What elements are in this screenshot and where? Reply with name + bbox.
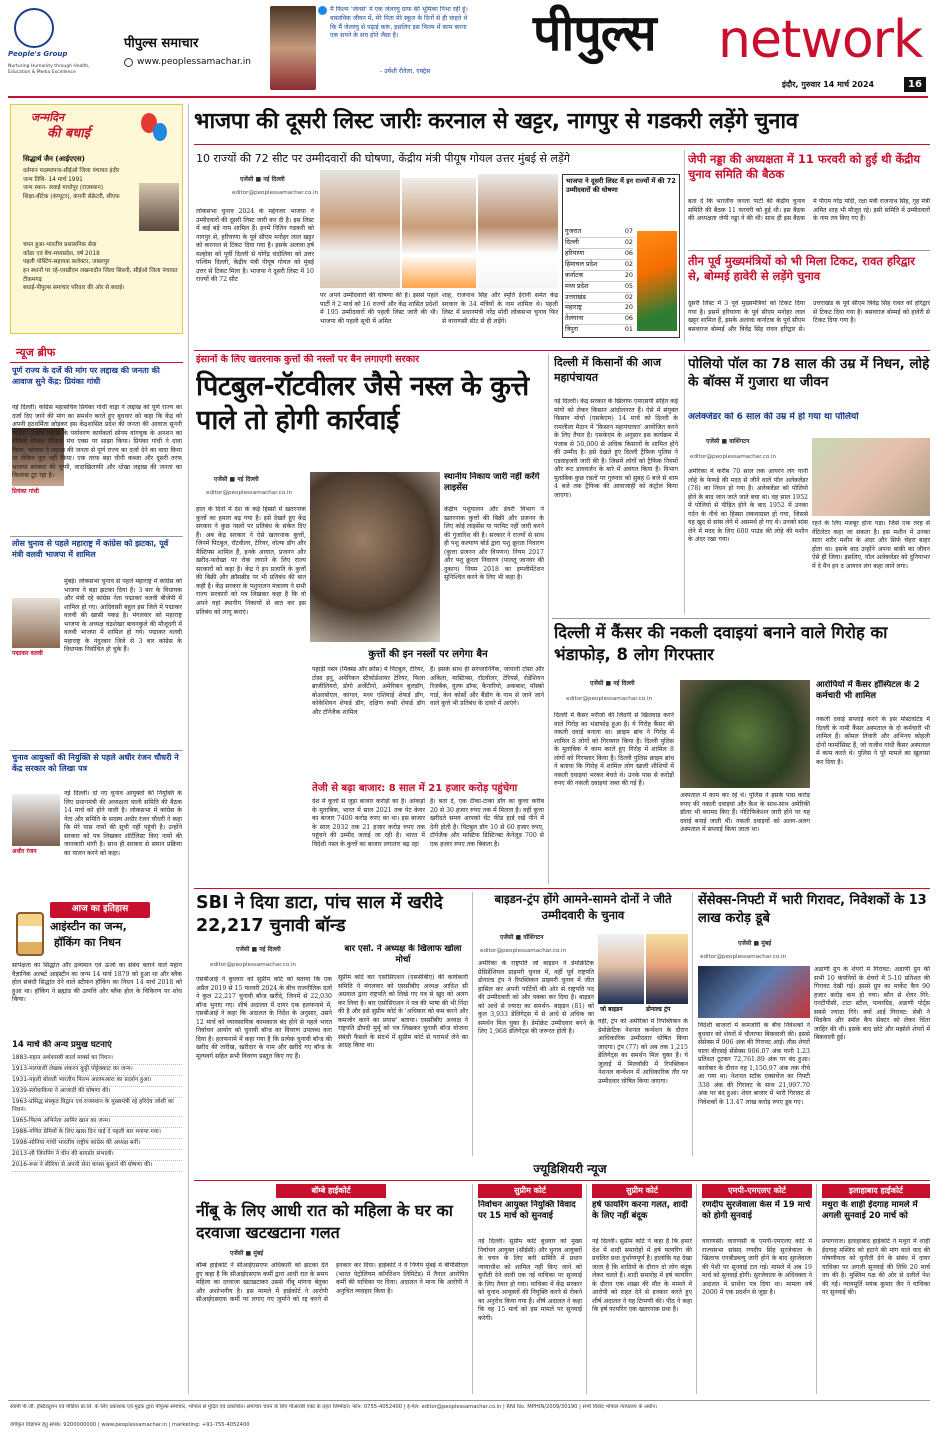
sbi-body: एसबीआई ने बुधवार को सुप्रीम कोर्ट को बताया कि एक अप्रैल 2019 से 15 फरवरी 2024 के बीच राजनीतिक दलों ने कुल 22,217 चुनावी बॉन्ड खरीदे, जिनमें से 22,030 बॉन्ड भुनाए गए। शीर्ष अदालत में दायर एक हलफनामे में, एसबीआई ने कहा कि अदालत के निर्देश के अनुसार, उसने 12 मार्च को व्यावसायिक कामकाज बंद होने से पहले भारत निर्वाचन आयोग को चुनावी बॉन्ड का विवरण उपलब्ध करा दिया है। हलफनामे में कहा गया है कि प्रत्येक चुनावी बॉन्ड की खरीद की तारीख, खरीदार के नाम और खरीदे गए बॉन्ड के मूल्यवर्ग सहित सभी विवरण प्रस्तुत किए गए हैं।: [196, 976, 332, 1060]
birthday-line: पहली पोस्टिंग-सहायक कलेक्टर, जबलपुर: [23, 259, 110, 266]
polio-photo: [812, 438, 930, 516]
rule: [10, 750, 183, 751]
brief-2-headline: लोस चुनाव से पहले महाराष्ट्र में कांग्रेस को झटका, पूर्व मंत्री वलवी भाजपा में शामिल: [12, 539, 169, 559]
column-divider: [684, 150, 685, 342]
biden-byline: एजेंसी ■ वॉशिंगटन: [500, 934, 544, 941]
judiciary-label: ज्यूडिशियरी न्यूज: [533, 1162, 607, 1176]
news-brief-label: न्यूज ब्रीफ: [16, 346, 56, 359]
brief-1-caption: प्रियंका गांधी: [12, 488, 39, 495]
birthday-line: जन्म तिथि- 14 मार्च 1991: [23, 176, 83, 183]
judiciary-5-headline: मथुरा के शाही ईदगाह मामले में अगली सुनवाई 20 मार्च को: [822, 1200, 918, 1222]
dogs-headline: पिटबुल-रॉटवीलर जैसे नस्ल के कुत्ते पाले तो होगी कार्रवाई: [196, 371, 529, 436]
biden-photo: [598, 934, 644, 1004]
birthday-line: बधाई-पीपुल्स समाचार परिवार की ओर से बधाई।: [23, 285, 125, 292]
teaser-photo: [270, 6, 316, 90]
polio-body-2: रहने के लिए मजबूर होना पड़ा। जिसे एक तरह से वेंटिलेटर कहा जा सकता है। इस मशीन में उनका सारा शरीर मशीन के अंदर और सिर्फ चेहरा बाहर होता था। इसके बाद उन्होंने अपना बाकी का जीवन ऐसे ही जिया। इसलिए, पॉल अलेक्जेंडर को दुनियाभर में दे मैन इन द आयरन लंग कहा जाने लगा।: [812, 520, 930, 570]
brief-1-body: नई दिल्ली। कांग्रेस महासचिव प्रियंका गांधी वाड्रा ने लद्दाख को पूर्ण राज्य का दर्जा दिए जाने की मांग का समर्थन करते हुए बुधवार को कहा कि केंद्र को अपनी हठधर्मिता छोड़कर इस केंद्रशासित प्रदेश की जनता की आवाज सुननी चाहिए। उन्होंने लद्दाख के पर्यावरण कार्यकर्ता सोनम वांगचुक के अनशन का वीडियो सोशल मीडिया मंच एक्स पर साझा किया। प्रियंका गांधी ने दावा किया, भाजपा ने लद्दाख की जनता से पूर्ण राज्य का दर्जा देने का वादा किया था लेकिन पूरा नहीं किया। एक तरफ बड़ा चीनी कब्जा और दूसरी तरफ भाजपा सरकार की चुप्पी, वादाखिलाफी और धोखा लद्दाख की जनता का विश्वास टूट रहा है।: [12, 404, 182, 480]
brief-2-body: मुंबई। लोकसभा चुनाव से पहले महाराष्ट्र में कांग्रेस को भाजपा ने बड़ा झटका दिया है। 3 बार के विधायक और मंत्री रहे कांग्रेस नेता पद्माकर वलवी बीजेपी में शामिल हो गए। आदिवासी बहुल इस जिले में पद्माकर वलवी की खासी पकड़ है। मंगलवार को महाराष्ट्र भाजपा के अध्यक्ष चंद्रशेखर बावनकुले की मौजूदगी में वलवी भाजपा में शामिल हो गये। पद्माकर वलवी महाराष्ट्र के नंदुरबार जिले से 3 बार कांग्रेस के विधायक निर्वाचित हो चुके हैं।: [64, 578, 182, 654]
balloon-icon-2: [153, 123, 167, 141]
judiciary-2-headline: निर्वाचन आयुक्त नियुक्ति विवाद पर 15 मार्च को सुनवाई: [478, 1200, 576, 1222]
sbi-email: editor@peoplessamachar.co.in: [210, 962, 297, 968]
cm-body: दूसरी लिस्ट में 3 पूर्व मुख्यमंत्रियों को टिकट दिया गया है। इसमें हरियाणा के पूर्व सीएम मनोहर लाल खट्टर शामिल हैं, इसके अलावा कर्नाटक के पूर्व सीएम बसवराज बोम्मई और त्रिवेंद्र सिंह रावत हरिद्वार से। उत्तराखंड के पूर्व सीएम त्रिवेंद्र सिंह रावत को हरिद्वार से टिकट दिया गया है। बसवराज बोम्मई को हावेरी से टिकट दिया गया है।: [688, 300, 930, 333]
court-tag: सुप्रीम कोर्ट: [478, 1184, 582, 1198]
brief-3-body: नई दिल्ली। दो नए चुनाव आयुक्तों की नियुक्ति के लिए प्रधानमंत्री की अध्यक्षता वाली समिति की बैठक 14 मार्च को होने वाली है। लोकसभा में कांग्रेस के नेता और समिति के सदस्य अधीर रंजन चौधरी ने कहा कि मेरे पास नामों की सूची नहीं पहुंची है। उन्होंने सरकार को पत्र लिखकर शॉर्टलिस्ट किए नामों की जानकारी मांगी है। साथ ही सरकार से समान प्रक्रिया का पालन करने को कहा।: [64, 790, 182, 857]
market-body-2: है। बता दें, एक टीका-टाका डॉग का कुत्ता करीब 20 से 30 हजार रुपए तक में मिलता है। वहीं कुत्ता खरीदते समय आपको चेंट फीड हार्ड रखें पीने में देनी होती है। पिटबुल डॉग 10 से 60 हजार रुपए, टॉर्नजैक और मास्टिफ डिस्टिन्क्ट केनेलूड 700 से एक हजार रुपए तक बिकता है।: [430, 798, 544, 848]
footer-imprint: स्वामी पी.जी. इंस्टिट्यूशन एवं मीडिया प्रा.लि. के लिए प्रकाशक एवं मुद्रक द्वारा पीपुल्स समाचार, भोपाल से मुद्रित एवं प्रकाशित। समाचार चयन के लिए पीआरबी एक्ट के तहत जिम्मेदार। फोन: 0755-4052400 | ई-मेल: editor@peoplessamachar.co.in | RNI No. MPHIN/2009/30190 | सभी विवाद भोपाल न्यायालय के अधीन।: [10, 1404, 658, 1410]
birthday-line: जन्म स्थान- सवाई माधोपुर (राजस्थान): [23, 185, 104, 192]
birthday-name: सिद्धार्थ जैन (आईएएस): [23, 155, 85, 163]
event-item: 1939-स्लोवाकिया ने आजादी की घोषणा की।: [12, 1087, 182, 1098]
state-table: [565, 227, 633, 335]
trump-caption: डोनाल्ड ट्रंप: [646, 1006, 671, 1013]
biden-headline: बाइडन-ट्रंप होंगे आमने-सामने दोनों ने जीते उम्मीदवारी के चुनाव: [494, 892, 672, 922]
column-divider: [472, 892, 473, 1156]
rule: [194, 144, 930, 145]
birthday-details-2: [23, 241, 179, 293]
sensex-body-2: अडाणी ग्रुप के शेयरों में गिरावट: अडाणी ग्रुप की सभी 10 कंपनियों के शेयरों में 5-10 प्रतिशत की गिरावट देखी गई। इससे ग्रुप का मार्केट कैप 90 हजार करोड़ कम हो गया। कौन से शेयर गिरे: एनटीपीसी, टाटा स्टील, पावरग्रिड, अडाणी पोर्ट्स सबसे ज्यादा गिरे। क्यों आई गिरावट: सेबी ने मिडकैप और स्मॉल कैप सेक्टर को लेकर चिंता जाहिर की थी। इसके बाद छोटे और मझोले शेयरों में बिकवाली हुई।: [814, 966, 930, 1042]
cancer-side-headline: आरोपियों में कैंसर हॉस्पिटल के 2 कर्मचारी भी शामिल: [816, 680, 920, 702]
cancer-body-2: अस्पताल में काम कर रहे थे। पुलिस ने इसके पास करोड़ रुपए की नकली दवाइयां और कैश के साथ-साथ अमेरिकी डॉलर भी बरामद किए हैं। नोटिफिकेशन जारी होने पर यह दवाई बनाई जाती थीं। नकली दवाइयों को अलग-अलग अस्पताल में सप्लाई किया जाता था।: [680, 792, 810, 834]
judiciary-5-body: प्रयागराज। इलाहाबाद हाईकोर्ट ने मथुरा में शाही ईदगाह मस्जिद को हटाने की मांग वाले वाद की पोषणीयता को चुनौती देने के संबंध में दायर याचिका पर अगली सुनवाई की तिथि 20 मार्च तय की है। मुस्लिम पक्ष की ओर से दलीलें पेश की गईं। न्यायमूर्ति मयंक कुमार जैन ने याचिका पर सुनवाई की।: [822, 1238, 930, 1297]
dogs-byline: एजेंसी ■ नई दिल्ली: [214, 476, 259, 483]
dogs-sidebar: [444, 472, 544, 642]
farmers-body: नई दिल्ली। केंद्र सरकार के खिलाफ एमएसपी सहित कई मांगों को लेकर किसान आंदोलनरत हैं। ऐसे में संयुक्त किसान मोर्चा (एसकेएम) 14 मार्च को दिल्ली के रामलीला मैदान में 'किसान महापंचायत' आयोजित करने के लिए तैयार है। एसकेएम के अनुसार इस कार्यक्रम में पंजाब से 50,000 से अधिक किसानों के शामिल होने की उम्मीद है। इसे देखते हुए दिल्ली ट्रैफिक पुलिस ने एडवाइजरी जारी की है। जिसमें लोगों को ट्रैफिक नियमों और रूट डायवर्जन के बारे में अवगत किया है। विभाग मुताबिक कुछ रास्तों पर गुरुवार को सुबह 6 बजे से शाम 4 बजे तक ट्रैफिक की आवाजाही को कंट्रोल किया जाएगा।: [554, 398, 678, 500]
cancer-side-body: नकली दवाई सप्लाई करने के इस मोस्टवांटेड में दिल्ली के नामी कैंसर अस्पताल के दो कर्मचारी भी शामिल हैं। कोमल तिवारी और अभिनय कोहली दोनों फार्मासिस्ट हैं, जो राजीव गांधी कैंसर अस्पताल में काम करते थे। पुलिस ने पूरे मामले का खुलासा कर दिया है।: [816, 716, 930, 766]
event-item: 2013-शी जिनपिंग ने चीन की बागडोर संभाली।: [12, 1150, 182, 1161]
rule: [194, 1180, 930, 1181]
sensex-photo: [698, 966, 810, 1018]
table-row: तेलंगाना 06: [565, 314, 633, 325]
column-divider: [684, 354, 685, 614]
footer-rule: [8, 1400, 930, 1401]
biden-body-2: वहीं, ट्रंप को अमेरिका में रिपब्लिकन के डेमोक्रेटिक नेशनल कन्वेंशन के दौरान आधिकारिक उम्मीदवार घोषित किया जाएगा। ट्रंप (77) को अब तक 1,215 डेलिगेट्स का समर्थन मिल चुका है। ये जुलाई में मिलवॉकी में रिपब्लिकन नेशनल कन्वेंशन में आधिकारिक तौर पर उम्मीदवार घोषित किया जाएगा।: [598, 1018, 688, 1085]
table-row: उत्तराखंड 02: [565, 293, 633, 304]
sbi-side-headline: बार एसो. ने अध्यक्ष के खिलाफ खोला मोर्चा: [344, 944, 462, 966]
breeds-body-1: पहाड़ी नस्ल (मिक्स्ड और क्रॉस) में पिटबुल, टेरियर, टोसा इनु, अमेरिकन स्टैफोर्डशायर टेरियर, फिला ब्राजीलियरो, डोगो अर्जेंटीनो, अमेरिकन बुलडॉग, बोअरबोएल, कांगल, मध्य एशियाई शेफर्ड डॉग, कोकेशियन शेफर्ड डॉग, दक्षिण रूसी शेफर्ड डॉग और टॉर्नजैक शामिल: [312, 666, 425, 716]
history-label: आज का इतिहास: [50, 902, 150, 918]
column-divider: [816, 1184, 817, 1394]
lead-body-2: पर अपने उम्मीदवारों की घोषणा की है। इससे पहले पार्टी ने 2 मार्च को 16 राज्यों और केंद्र शासित प्रदेशों में 195 उम्मीदवारों की पहली लिस्ट जारी की थी। भाजपा की पहली सूची में अमित: [320, 292, 438, 325]
table-row: हरियाणा 06: [565, 249, 633, 260]
court-tag: इलाहाबाद हाईकोर्ट: [822, 1184, 930, 1198]
nadda-body: बता दें कि भारतीय जनता पार्टी की केंद्रीय चुनाव समिति की बैठक 11 फरवरी को हुई थी। इस बैठक की अध्यक्षता जेपी नड्डा ने की थी। साथ ही इस बैठक में पीएम नरेंद्र मोदी, रक्षा मंत्री राजनाथ सिंह, गृह मंत्री अमित शाह भी मौजूद रहे। इसी समिति में उम्मीदवारों के नाम तय किए गए हैं।: [688, 198, 930, 223]
events-headline: 14 मार्च की अन्य प्रमुख घटनाएं: [12, 1040, 112, 1050]
birthday-line: इन स्थानों पर रहे-एसडीएम लखनादौन जिला सिवनी, सीईओ जिला पंचायत टीकमगढ़: [23, 268, 178, 283]
biden-caption: जो बाइडन: [600, 1006, 623, 1013]
event-item: 1883-महान अर्थशास्त्री कार्ल मार्क्स का निधन।: [12, 1054, 182, 1065]
cancer-photo: [680, 680, 810, 788]
court-tag: एमपी-एमएलए कोर्ट: [702, 1184, 812, 1198]
column-divider: [472, 1184, 473, 1394]
lead-body-3: शाह, राजनाथ सिंह और स्मृति ईरानी समेत केंद्र सरकार के 34 मंत्रियों के नाम शामिल थे। पहली लिस्ट में प्रधानमंत्री नरेंद्र मोदी लोकसभा चुनाव फिर से वाराणसी सीट से ही लड़ेंगे।: [442, 292, 558, 325]
history-body: सापेक्षता का सिद्धांत और द्रव्यमान एवं ऊर्जा का संबंध बताने वाले महान वैज्ञानिक अल्बर्ट आइंस्टीन का जन्म 14 मार्च 1879 को हुआ था और ब्लैक होल संबंधी सिद्धांत देने वाले स्टीफन हॉकिंग का निधन 14 मार्च 2018 को हुआ था। हॉकिंग ने ब्रह्मांड की उत्पत्ति और ब्लैक होल के विकिरण पर शोध किया।: [12, 962, 182, 1004]
column-divider: [548, 354, 549, 884]
breeds-body-2: हैं। इसके साथ ही सरप्लानिनैक, जापानी टोसा और अकिता, मास्टिफ्स, रॉटवीलर, टेरियर्स, रोडेशियन रिजबैक, वुल्फ डॉग्स, कैनारियो, अकबाश, मॉस्को गार्ड, केन कोर्सो और बैंडॉग के नाम से जाने जाने वाले कुत्ते भी प्रतिबंध के दायरे में आएंगे।: [430, 666, 544, 708]
judiciary-3-headline: हर्ष फायरिंग करना गलत, शादी के लिए नहीं बंदूक: [592, 1200, 688, 1222]
sbi-byline: एजेंसी ■ नई दिल्ली: [236, 946, 281, 953]
event-item: 2016-रूस ने सीरिया से अपनी सेना वापस बुलाने की घोषणा की।: [12, 1161, 182, 1172]
sensex-headline: सेंसेक्स-निफ्टी में भारी गिरावट, निवेशकों के 13 लाख करोड़ डूबे: [698, 893, 927, 926]
column-divider: [696, 1184, 697, 1394]
brief-1-headline: पूर्ण राज्य के दर्जे की मांग पर लद्दाख की जनता की आवाज सुने केंद्र: प्रियंका गांधी: [12, 366, 160, 386]
lead-photo-gadkari: [478, 174, 558, 288]
lead-headline: भाजपा की दूसरी लिस्ट जारीः करनाल से खट्टर, नागपुर से गडकरी लड़ेंगे चुनाव: [194, 109, 798, 134]
judiciary-1-body: बॉम्बे हाईकोर्ट ने सीआईएसएफ अधिकारी को झटका देते हुए कहा है कि सीआईएसएफ कर्मी द्वारा आधी रात के समय महिला का दरवाजा खटखटाकर उससे नींबू मांगना बेतुका और अशोभनीय है। इस मामले में हाईकोर्ट ने आरोपी सीआईएसएफ कर्मी पर लगाए गए जुर्माने को रद्द करने से इनकार कर दिया। हाईकोर्ट ने ये निर्णय मुंबई में बीपीसीएल (भारत पेट्रोलियम कॉर्पोरेशन लिमिटेड) में तैनात आरोपित कर्मी की याचिका पर दिया। अदालत ने माना कि आरोपी ने अनुचित व्यवहार किया है।: [196, 1262, 468, 1304]
judiciary-3-body: नई दिल्ली। सुप्रीम कोर्ट ने कहा है कि हमारे देश में शादी समारोहों में हर्ष फायरिंग की प्रचलित प्रथा दुर्भाग्यपूर्ण है। हालांकि यह देखा जाता है कि शादियों के दौरान दो लोग बंदूक लेकर चलते हैं। शादी समारोह में हर्ष फायरिंग के दौरान एक शख्स की मौत के मामले में आरोपी को राहत देने से इनकार करते हुए शीर्ष अदालत ने यह टिप्पणी की। पीठ ने कहा कि हर्ष फायरिंग एक खतरनाक प्रथा है।: [592, 1238, 692, 1314]
events-list: [12, 1054, 182, 1172]
judiciary-2-body: नई दिल्ली। सुप्रीम कोर्ट बुधवार को मुख्य निर्वाचन आयुक्त (सीईसी) और चुनाव आयुक्तों के चयन के लिए बनी समिति में प्रधान न्यायाधीश को शामिल नहीं किए जाने को चुनौती देने वाली एक नई याचिका पर सुनवाई के लिए तैयार हो गया। याचिका में केंद्र सरकार को चुनाव आयुक्तों की नियुक्ति करने से रोकने का अनुरोध किया गया है। शीर्ष अदालत ने कहा कि वह 15 मार्च को इस मामले पर सुनवाई करेगी।: [478, 1238, 582, 1322]
court-tag: सुप्रीम कोर्ट: [592, 1184, 692, 1198]
dogs-body: हाल के दिनों में देश के कई हिस्सों में खतरनाक कुत्तों का हमला बढ़ गया है। इसे देखते हुए केंद्र सरकार ने कुछ नस्लों पर प्रतिबंध के संकेत दिए हैं। अब केंद्र सरकार ने ऐसे खतरनाक कुत्तों, जिनमें पिटबुल, रॉटवीलर, टेरियर, वोल्फ डॉग और मैस्टिफ्स शामिल हैं, इनके आयात, प्रजनन और खरीद-फरोख्त पर रोक लगाने के लिए राज्य सरकारों को कहा है। केंद्र ने इन प्रजाति के कुत्तों की बिक्री और क्रॉसब्रीड पर भी प्रतिबंध की बात कही है। केंद्र सरकार के पशुपालन मंत्रालय ने सभी राज्य सरकारों को पत्र लिखकर कहा है कि वो अपने यहां स्थानीय निकायों से बात कर इस प्रतिबंध को लागू कराएं।: [196, 506, 306, 616]
dogs-email: editor@peoplessamachar.co.in: [206, 490, 293, 496]
masthead-rule: [8, 96, 928, 98]
rule: [194, 888, 930, 889]
birthday-photo: [139, 183, 179, 231]
rule: [194, 350, 930, 351]
event-item: 1965-फिल्म अभिनेता आमिर खान का जन्म।: [12, 1117, 182, 1128]
dogs-kicker: इंसानों के लिए खतरनाक कुत्तों की नस्लों पर बैन लगाएगी सरकार: [196, 354, 420, 365]
brief-2-photo: [12, 598, 60, 648]
history-headline-2: हॉकिंग का निधन: [54, 936, 121, 949]
state-table-box: [562, 174, 680, 338]
dogs-sidebar-headline: स्थानीय निकाय जारी नहीं करेंगे लाइसेंस: [444, 472, 540, 494]
peoples-group-logo: [14, 8, 54, 48]
farmers-headline: दिल्ली में किसानों की आज महापंचायत: [554, 356, 662, 384]
footer-classifieds: वर्गीकृत विज्ञापन हेतु संपर्क: 9200000000 | www.peoplessamachar.in | marketing: +91-755-4052400: [10, 1422, 250, 1428]
table-row: गुजरात 07: [565, 227, 633, 238]
birthday-line: कॉडर एवं बैच-मध्यप्रदेश, वर्ष 2018: [23, 250, 100, 257]
polio-body: अमेरिका में करीब 70 साल तक आयरन लंग यानी लोहे के फेफड़े की मदद से जीने वाले पॉल अलेक्जेंडर (78) का निधन हो गया है। अलेक्जेंडर को पोलियो होने के बाद जान जाते जाते बचा था। वह साल 1952 में पोलियो से पीड़ित होने के बाद 1952 में उनका गर्दन के नीचे का हिस्सा लकवाग्रस्त हो गया, जिससे वह खुद से सांस लेने में असमर्थ हो गए थे। उनको सांस लेने में मदद के लिए 600 पाउंड की लोहे की मशीन के अंदर रखा गया।: [688, 468, 808, 544]
rule: [10, 362, 183, 363]
judiciary-4-body: वाराणसी। वाराणसी के एमपी-एमएलए कोर्ट में राज्यसभा सांसद रणदीप सिंह सुरजेवाला के खिलाफ एनबीडब्ल्यू जारी होने के बाद सुरजेवाला की पेशी पर सुनवाई टल गई। मामले में अब 19 मार्च को सुनवाई होगी। सुरजेवाला के अधिवक्ता ने अदालत में प्रार्थना पत्र दिया था। मामला वर्ष 2000 में एक प्रदर्शन से जुड़ा है।: [702, 1238, 812, 1297]
peoples-group-name: People's Group: [8, 50, 68, 58]
sbi-headline: SBI ने दिया डाटा, पांच साल में खरीदे 22,217 चुनावी बॉन्ड: [196, 893, 443, 936]
lead-email: editor@peoplessamachar.co.in: [232, 190, 319, 196]
history-headline-1: आइंस्टीन का जन्म,: [50, 920, 127, 933]
event-item: 1931-पहली बोलती भारतीय फिल्म आलमआरा का प्रदर्शन हुआ।: [12, 1076, 182, 1087]
judiciary-4-headline: रणदीप सुरजेवाला केस में 19 मार्च को होगी सुनवाई: [702, 1200, 811, 1222]
network-logo-en: network: [718, 10, 923, 70]
market-body-1: देश में कुत्तों से जुड़ा बाजार करोड़ों का है। आंकड़ों के मुताबिक, भारत में साल 2021 तक पेट केयर का बाजार 7400 करोड़ रुपए का था। इस बाजार के साल 2032 तक 21 हजार करोड़ रुपए तक पहुंचने की उम्मीद जताई जा रही है। भारत में विदेशी नस्ल के कुत्तों का बाजार लगातार बढ़ रहा: [312, 798, 425, 848]
judiciary-1-headline: नींबू के लिए आधी रात को महिला के घर का दरवाजा खटखटाना गलत: [196, 1201, 453, 1242]
table-row: त्रिपुरा 01: [565, 325, 633, 334]
birthday-details: [23, 167, 137, 202]
event-item: 1998-सोनिया गांधी भारतीय राष्ट्रीय कांग्रेस की अध्यक्ष बनीं।: [12, 1139, 182, 1150]
sensex-body: विदेशी बाजारों में कमजोरी के बीच निवेशकों ने बुधवार को शेयरों में चौतरफा बिकवाली की। इससे सेंसेक्स में 906 अंक की गिरावट आई। तीस शेयरों वाला बीएसई सेंसेक्स 906.07 अंक यानी 1.23 प्रतिशत टूटकर 72,761.89 अंक पर बंद हुआ। कारोबार के दौरान यह 1,150.97 अंक तक नीचे आ गया था। नेशनल स्टॉक एक्सचेंज का निफ्टी 338 अंक की गिरावट के साथ 21,997.70 अंक पर बंद हुआ। शेयर बाजार में भारी गिरावट से निवेशकों के 13.47 लाख करोड़ रुपए डूब गए।: [698, 1022, 810, 1106]
lead-photo-goyal: [402, 178, 476, 288]
table-row: कर्नाटक 20: [565, 271, 633, 282]
hourglass-icon: [16, 912, 44, 956]
event-item: 1988-गणित प्रेमियों के लिए खास दिन पाई दे पहली बार मनाया गया।: [12, 1128, 182, 1139]
nadda-headline: जेपी नड्डा की अध्यक्षता में 11 फरवरी को हुई थी केंद्रीय चुनाव समिति की बैठक: [688, 152, 921, 182]
birthday-title-2: की बधाई: [47, 126, 91, 141]
teaser-quote: मैं फिल्म 'जेलर्स' में एक जेलरघु ग्राफ की भूमिका निभा रही हूं। वास्तविक जीवन में, मेरे पिता मेरे स्कूल के दिनों से ही चाहते थे कि मैं जेलरघु से पढ़ाई करूं, इसलिए इस फिल्म में काम करना एक सपने के सच होने जैसा है।: [330, 6, 468, 40]
rule: [10, 536, 183, 537]
network-logo-hindi: पीपुल्स: [533, 4, 656, 62]
masthead: [0, 0, 945, 100]
birthday-line: चयन हुआ-भारतीय प्रशासनिक सेवा: [23, 242, 97, 248]
polio-headline: पोलियो पॉल का 78 साल की उम्र में निधन, लोहे के बॉक्स में गुजारा था जीवन: [688, 356, 930, 390]
samachar-brand: पीपुल्स समाचार: [124, 36, 199, 51]
breeds-title: कुत्तों की इन नस्लों पर लगेगा बैन: [368, 649, 488, 660]
brief-3-headline: चुनाव आयुक्तों की नियुक्ति से पहले अधीर रंजन चौधरी ने केंद्र सरकार को लिखा पत्र: [12, 753, 179, 773]
page-number: 16: [904, 77, 926, 92]
polio-email: editor@peoplessamachar.co.in: [690, 454, 777, 460]
state-table-title: भाजपा ने दूसरी लिस्ट में इन राज्यों में की 72 उम्मीदवारों की घोषणा: [566, 177, 676, 195]
market-headline: तेजी से बढ़ा बाजार: 8 साल में 21 हजार करोड़ पहुंचेगा: [312, 783, 518, 794]
lead-photo-khattar: [320, 170, 400, 288]
history-box: [10, 902, 183, 1394]
bjp-flag-image: [637, 231, 677, 331]
dateline: इंदौर, गुरुवार 14 मार्च 2024: [782, 80, 875, 89]
globe-icon: [124, 58, 133, 67]
dogs-photo: [310, 472, 440, 642]
cancer-body: दिल्ली में कैंसर मरीजों की जिंदगी से खिलवाड़ करने वाले गिरोह का भंडाफोड़ हुआ है। ये गिरोह कैंसर की नकली दवाई बनाता था। क्राइम ब्रांच ने गिरोह में शामिल 8 लोगों को गिरफ्तार किया है। दिल्ली पुलिस के मुताबिक ये काम करते हुए गिरोह में शामिल 8 लोगों को गिरफ्तार किया है। दिल्ली पुलिस क्राइम ब्रांच ने बताया कि गिरोह में शामिल लोग खाली शीशियों में नकली दवाइयां भरकर बेचते थे। उनके पास से करोड़ों रुपए की नकली दवाइयां जब्त की गई हैं।: [554, 712, 674, 788]
teaser-quote-icon: [318, 6, 327, 15]
brief-2-caption: पद्माकर वलवी: [12, 650, 43, 657]
cancer-byline: एजेंसी ■ नई दिल्ली: [590, 680, 635, 687]
birthday-line: शिक्षा-बीटेक (कंप्यूटर), कंपनी सेक्रेटरी, सीएफ: [23, 194, 120, 201]
polio-byline: एजेंसी ■ वाशिंगटन: [706, 438, 750, 445]
website-link[interactable]: www.peoplessamachar.in: [137, 57, 251, 67]
dogs-sidebar-body: केंद्रीय पशुपालन और डेयरी विभाग ने खतरनाक कुत्तों की बिक्री और प्रजनन के लिए कोई लाइसेंस या परमिट नहीं जारी करने की गुजारिश की है। सरकार ने राज्यों से साथ ही पशु कल्याण बोर्ड द्वारा पशु क्रूरता निवारण (कुत्ता प्रजनन और विपणन) नियम 2017 और पशु क्रूरता निवारण (पालतू जानवर की दुकान) नियम 2018 का इम्प्लीमेंटेशन सुनिश्चित करने के लिए भी कहा है।: [444, 506, 544, 582]
event-item: 1963-प्रसिद्ध संस्कृत विद्वान एवं राजस्थान के मुख्यमंत्री रहे हरिदेव जोशी का निधन।: [12, 1098, 182, 1117]
birthday-box: [10, 104, 183, 334]
birthday-line: वर्तमान पदस्थापना-सीईओ जिला पंचायत इंदौर: [23, 168, 120, 174]
peoples-group-tagline: Nurturing Humanity through Health, Education & Media Excellence: [8, 64, 90, 75]
lead-body-1: लोकसभा चुनाव 2024 के मद्देनजर भाजपा ने उम्मीदवारों की दूसरी लिस्ट जारी कर दी है। इस लिस्ट में कई बड़े नाम शामिल हैं। इनमें नितिन गडकरी को नागपुर से, हरियाणा के पूर्व सीएम मनोहर लाल खट्टर को करनाल से टिकट दिया गया है। इसके अलावा हर्ष मल्होत्रा को पूर्वी दिल्ली से योगेंद्र चंदोलिया को उत्तर पश्चिम दिल्ली, केंद्रीय मंत्री पीयूष गोयल को मुंबई उत्तर से टिकट मिला है। भाजपा ने दूसरी लिस्ट में 10 राज्यों की 72 सीट: [196, 208, 314, 284]
news-brief: [10, 342, 183, 892]
cancer-headline: दिल्ली में कैंसर की नकली दवाइयां बनाने वाले गिरोह का भंडाफोड़, 8 लोग गिरफ्तार: [554, 623, 888, 664]
rule: [688, 250, 930, 251]
table-row: हिमाचल प्रदेश 02: [565, 260, 633, 271]
table-row: महाराष्ट्र 20: [565, 303, 633, 314]
brief-2-body-cont: [12, 662, 182, 664]
trump-photo: [646, 934, 688, 1004]
biden-body: अमेरिका के राष्ट्रपति जो बाइडन ने डेमोक्रेटिक प्रेसिडेंशियल प्राइमरी चुनाव में, वहीं पूर्व राष्ट्रपति डोनाल्ड ट्रंप ने रिपब्लिकन प्राइमरी चुनाव में जीत हासिल कर अपनी पार्टियों की ओर से राष्ट्रपति पद की उम्मीदवारी को और पक्का कर दिया है। बाइडन को आधे से ज्यादा का समर्थन- बाइडन (81) को कुल 3,933 डेलिगेट्स में से आधे से अधिक का समर्थन मिल चुका है। डेमोक्रेट उम्मीदवार बनने के लिए 1,968 डेलिगेट्स की जरूरत होती है।: [478, 960, 594, 1036]
court-tag: बॉम्बे हाईकोर्ट: [276, 1184, 386, 1198]
column-divider: [586, 1184, 587, 1394]
birthday-title-1: जन्मदिन: [31, 111, 65, 124]
event-item: 1913-मलयाली लेखक शंकरन कुट्टी पोट्टेक्काट का जन्म।: [12, 1065, 182, 1076]
table-row: मध्य प्रदेश 05: [565, 282, 633, 293]
lead-subhead: 10 राज्यों की 72 सीट पर उम्मीदवारों की घोषणा, केंद्रीय मंत्री पीयूष गोयल उत्तर मुंबई से लड़ेंगे: [196, 152, 570, 165]
brief-3-caption: अधीर रंजन: [12, 848, 37, 855]
column-divider: [692, 892, 693, 1156]
polio-subhead: अलेक्जेंडर को 6 साल की उम्र में हो गया था पोलियो: [688, 412, 859, 422]
sbi-side-body: सुप्रीम कोर्ट बार एसोसिएशन (एससीबीए) की कार्यकारी समिति ने मंगलवार को एससीबीए अध्यक्ष आदिश सी अग्रवाल द्वारा राष्ट्रपति को लिखे गए पत्र से खुद को अलग कर लिया है। बार एसोसिएशन ने पत्र की भाषा की भी निंदा की है और इसे सुप्रीम कोर्ट के 'अधिकार को कम करने और कमजोर करने का प्रयास' बताया। एससीबीए अध्यक्ष ने राष्ट्रपति द्रौपदी मुर्मू को पत्र लिखकर चुनावी बॉन्ड योजना संबंधी फैसले के संदर्भ में सुप्रीम कोर्ट से परामर्श लेने का आग्रह किया था।: [338, 974, 468, 1050]
cm-headline: तीन पूर्व मुख्यमंत्रियों को भी मिला टिकट, रावत हरिद्वार से, बोम्मई हावेरी से लड़ेंगे चुनाव: [688, 254, 915, 284]
table-row: दिल्ली 02: [565, 238, 633, 249]
cancer-email: editor@peoplessamachar.co.in: [566, 696, 653, 702]
brief-3-photo: [12, 794, 60, 846]
column-divider: [188, 104, 189, 1394]
lead-byline: एजेंसी ■ नई दिल्ली: [240, 176, 285, 183]
sensex-byline: एजेंसी ■ मुंबई: [738, 940, 772, 947]
sensex-email: editor@peoplessamachar.co.in: [700, 954, 787, 960]
judiciary-1-byline: एजेंसी ■ मुंबई: [230, 1250, 264, 1257]
rule: [552, 618, 930, 619]
teaser-attribution: - उर्वशी रौतेला, एक्ट्रेस: [380, 68, 431, 75]
biden-email: editor@peoplessamachar.co.in: [480, 948, 567, 954]
